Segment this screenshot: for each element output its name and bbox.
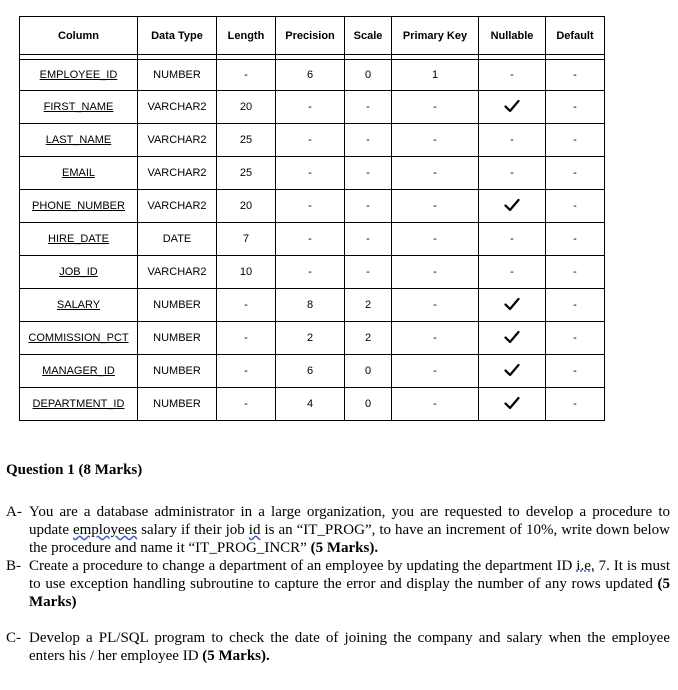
cell-data-type [138,190,217,223]
question-part-a [6,503,670,557]
cell-column [20,388,138,421]
check-mark-icon [504,363,520,377]
header-data-type: Data Type [138,17,217,55]
cell-default [546,322,605,355]
table-header-row [20,17,605,55]
table-row [20,60,605,91]
table-row [20,322,605,355]
cell-value: - [433,332,437,344]
cell-scale [345,256,392,289]
check-mark-icon [504,99,520,113]
cell-value: - [573,134,577,146]
question-title: Question 1 (8 Marks) [6,462,143,478]
part-a-text-2: salary if their job [137,522,249,538]
part-a-marks: (5 Marks). [310,540,379,556]
column-name: PHONE_NUMBER [32,200,125,212]
cell-scale [345,355,392,388]
cell-precision [276,157,345,190]
cell-value: - [433,134,437,146]
cell-value: NUMBER [153,69,201,81]
cell-precision [276,388,345,421]
cell-value: - [433,167,437,179]
cell-value: - [433,200,437,212]
cell-value: VARCHAR2 [147,266,207,278]
cell-value: - [433,299,437,311]
cell-column [20,322,138,355]
cell-nullable [479,60,546,91]
table-row [20,388,605,421]
cell-column [20,190,138,223]
part-c-letter: C- [6,630,21,646]
cell-value: 2 [364,299,372,311]
part-a-word-employees: employees [72,522,138,538]
cell-nullable [479,322,546,355]
part-c-marks: (5 Marks). [202,648,270,664]
cell-value: 0 [364,365,372,377]
cell-column [20,223,138,256]
header-precision: Precision [276,17,345,55]
cell-data-type [138,388,217,421]
cell-data-type [138,256,217,289]
cell-precision [276,223,345,256]
cell-value: VARCHAR2 [147,101,207,113]
part-a-letter: A- [6,504,22,520]
cell-precision [276,91,345,124]
cell-nullable [479,388,546,421]
cell-nullable [479,289,546,322]
cell-value: - [573,200,577,212]
cell-primary-key [392,190,479,223]
table-body [20,60,605,421]
cell-nullable [479,256,546,289]
cell-value: 4 [306,398,314,410]
cell-value: - [433,398,437,410]
cell-value: 2 [306,332,314,344]
cell-scale [345,91,392,124]
cell-value: - [308,167,312,179]
cell-value: - [308,200,312,212]
cell-value: - [244,69,248,81]
part-a-text-3: is an “IT_PROG”, to have an increment of 10%, write down below the procedure and name it “IT_PROG_INCR” [29,522,671,556]
cell-value: 1 [431,69,439,81]
header-length: Length [217,17,276,55]
part-b-word-ie: i.e. [576,558,595,574]
cell-length [217,190,276,223]
column-name: SALARY [56,299,101,311]
part-a-word-id: id [248,522,261,538]
cell-value: NUMBER [153,299,201,311]
table-row [20,190,605,223]
cell-value: - [433,365,437,377]
cell-column [20,256,138,289]
cell-value: NUMBER [153,398,201,410]
cell-value: - [573,69,577,81]
cell-value: NUMBER [153,365,201,377]
cell-value: DATE [162,233,192,245]
cell-value: - [308,101,312,113]
table-row [20,355,605,388]
part-b-letter: B- [6,558,21,574]
cell-scale [345,124,392,157]
cell-nullable [479,157,546,190]
table-row [20,223,605,256]
column-name: EMPLOYEE_ID [39,69,118,81]
cell-length [217,322,276,355]
cell-value: - [573,365,577,377]
column-name: LAST_NAME [45,134,112,146]
header-scale: Scale [345,17,392,55]
cell-default [546,91,605,124]
cell-default [546,355,605,388]
cell-data-type [138,60,217,91]
header-column: Column [20,17,138,55]
header-nullable: Nullable [479,17,546,55]
header-primary-key: Primary Key [392,17,479,55]
cell-value: VARCHAR2 [147,167,207,179]
cell-value: NUMBER [153,332,201,344]
column-name: JOB_ID [59,266,98,278]
cell-value: - [366,101,370,113]
cell-column [20,157,138,190]
question-part-c [6,629,670,665]
cell-length [217,289,276,322]
cell-value: - [244,365,248,377]
cell-precision [276,190,345,223]
cell-length [217,388,276,421]
cell-value: - [244,332,248,344]
part-b-text-2: 7. It is must to use exception handling subroutine to capture the error and display the number of any rows updated [29,558,670,592]
cell-nullable [479,355,546,388]
cell-value: - [573,266,577,278]
cell-column [20,355,138,388]
cell-value: 7 [242,233,250,245]
cell-nullable [479,223,546,256]
cell-value: - [510,233,514,245]
cell-primary-key [392,322,479,355]
cell-primary-key [392,157,479,190]
part-b-text-1: Create a procedure to change a department of an employee by updating the department ID [29,558,577,574]
cell-value: - [308,233,312,245]
cell-length [217,91,276,124]
cell-value: 2 [364,332,372,344]
cell-value: 6 [306,365,314,377]
cell-scale [345,223,392,256]
cell-column [20,289,138,322]
column-name: EMAIL [61,167,95,179]
part-c-text-1: Develop a PL/SQL program to check the date of joining the company and salary when the employee enters his / her employee ID [29,630,670,664]
cell-scale [345,60,392,91]
check-mark-icon [504,198,520,212]
cell-value: - [433,266,437,278]
cell-value: - [573,101,577,113]
cell-primary-key [392,388,479,421]
cell-primary-key [392,91,479,124]
cell-precision [276,256,345,289]
cell-value: - [366,167,370,179]
cell-default [546,60,605,91]
cell-value: - [573,398,577,410]
cell-scale [345,289,392,322]
cell-value: - [366,266,370,278]
cell-value: - [510,69,514,81]
cell-value: 20 [239,200,253,212]
cell-scale [345,190,392,223]
cell-precision [276,124,345,157]
check-mark-icon [504,396,520,410]
cell-value: - [366,233,370,245]
cell-default [546,388,605,421]
cell-length [217,223,276,256]
cell-value: - [308,266,312,278]
check-mark-icon [504,330,520,344]
cell-precision [276,355,345,388]
table-row [20,124,605,157]
cell-value: - [433,233,437,245]
cell-precision [276,322,345,355]
cell-length [217,60,276,91]
table-row [20,157,605,190]
cell-value: VARCHAR2 [147,200,207,212]
cell-value: - [244,299,248,311]
cell-default [546,157,605,190]
header-default: Default [546,17,605,55]
cell-value: - [244,398,248,410]
table-row [20,256,605,289]
cell-primary-key [392,223,479,256]
cell-value: - [573,299,577,311]
cell-default [546,124,605,157]
cell-value: VARCHAR2 [147,134,207,146]
cell-default [546,223,605,256]
cell-scale [345,388,392,421]
part-a-text-1: You are a database administrator in a large organization, you are requested to develop a procedure to update [29,504,670,538]
cell-nullable [479,190,546,223]
cell-primary-key [392,124,479,157]
cell-value: - [573,233,577,245]
cell-column [20,91,138,124]
cell-length [217,157,276,190]
cell-scale [345,322,392,355]
table-row [20,289,605,322]
cell-data-type [138,289,217,322]
cell-scale [345,157,392,190]
cell-data-type [138,157,217,190]
cell-length [217,355,276,388]
cell-value: - [433,101,437,113]
cell-column [20,60,138,91]
cell-value: - [510,167,514,179]
cell-value: 6 [306,69,314,81]
part-b-marks: (5 Marks) [29,576,670,610]
cell-column [20,124,138,157]
cell-value: - [573,167,577,179]
column-name: DEPARTMENT_ID [32,398,125,410]
column-name: HIRE_DATE [48,233,109,245]
cell-value: 0 [364,398,372,410]
column-name: COMMISSION_PCT [28,332,129,344]
cell-value: - [510,266,514,278]
cell-value: - [308,134,312,146]
question-section [6,461,670,665]
column-name: FIRST_NAME [43,101,114,113]
cell-primary-key [392,256,479,289]
cell-precision [276,60,345,91]
employees-schema-table [19,16,605,421]
cell-value: 25 [239,134,253,146]
cell-value: - [366,134,370,146]
cell-data-type [138,223,217,256]
cell-value: 0 [364,69,372,81]
cell-default [546,190,605,223]
cell-length [217,124,276,157]
cell-data-type [138,355,217,388]
table-row [20,91,605,124]
cell-data-type [138,91,217,124]
cell-precision [276,289,345,322]
column-name: MANAGER_ID [42,365,115,377]
cell-nullable [479,124,546,157]
question-part-b [6,557,670,611]
check-mark-icon [504,297,520,311]
cell-value: - [510,134,514,146]
cell-value: 20 [239,101,253,113]
cell-value: 25 [239,167,253,179]
cell-primary-key [392,60,479,91]
cell-default [546,256,605,289]
cell-data-type [138,322,217,355]
cell-value: - [573,332,577,344]
cell-data-type [138,124,217,157]
cell-default [546,289,605,322]
cell-value: - [366,200,370,212]
cell-primary-key [392,289,479,322]
cell-primary-key [392,355,479,388]
cell-value: 10 [239,266,253,278]
schema-table-container [19,16,605,421]
cell-value: 8 [306,299,314,311]
cell-length [217,256,276,289]
cell-nullable [479,91,546,124]
